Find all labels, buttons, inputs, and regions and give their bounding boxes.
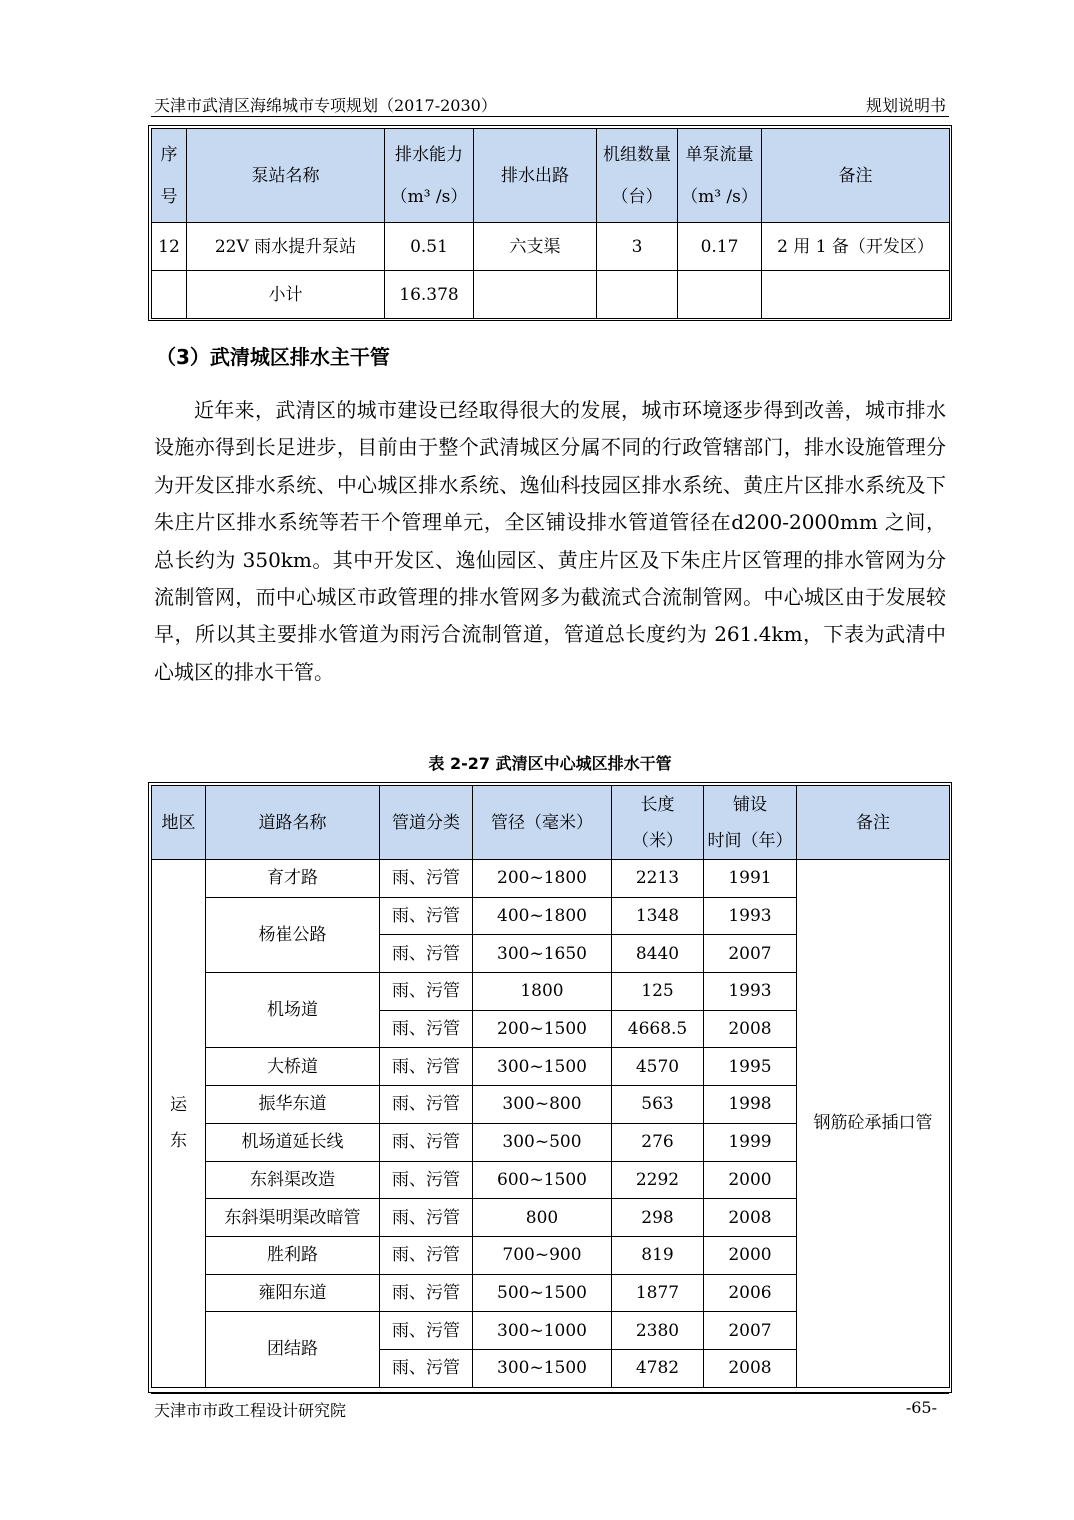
cell-year: 1995 — [704, 1048, 797, 1086]
cell-length: 1877 — [612, 1274, 704, 1312]
footer-org: 天津市市政工程设计研究院 — [154, 1401, 347, 1420]
cell-road-name: 杨崔公路 — [206, 897, 380, 972]
header-diameter: 管径（毫米） — [473, 786, 612, 860]
cell-diameter: 300~1500 — [473, 1349, 612, 1387]
district-line1: 运 — [170, 1095, 187, 1116]
header-station-name: 泵站名称 — [187, 129, 385, 223]
cell-length: 4570 — [612, 1048, 704, 1086]
cell-road-name: 东斜渠明渠改暗管 — [206, 1199, 380, 1237]
cell-year: 1999 — [704, 1123, 797, 1161]
header-length-line1: 长度 — [640, 794, 675, 815]
cell-diameter: 200~1500 — [473, 1010, 612, 1048]
header-year-line1: 铺设 — [733, 794, 767, 815]
cell-year: 2007 — [704, 935, 797, 973]
cell-remark: 钢筋砼承插口管 — [797, 860, 950, 1388]
cell-year: 1993 — [704, 897, 797, 935]
header-year — [704, 786, 797, 860]
cell-empty — [597, 271, 678, 319]
cell-road-name: 东斜渠改造 — [206, 1161, 380, 1199]
cell-pipe-type: 雨、污管 — [380, 1199, 473, 1237]
header-units — [597, 129, 678, 223]
cell-diameter: 300~1650 — [473, 935, 612, 973]
header-remark: 备注 — [762, 129, 950, 223]
district-line2: 东 — [170, 1131, 187, 1152]
cell-length: 2213 — [612, 860, 704, 898]
header-units-line1: 机组数量 — [603, 144, 671, 165]
cell-road-name: 雍阳东道 — [206, 1274, 380, 1312]
cell-diameter: 300~500 — [473, 1123, 612, 1161]
cell-length: 1348 — [612, 897, 704, 935]
cell-pipe-type: 雨、污管 — [380, 1161, 473, 1199]
cell-remark: 2 用 1 备（开发区） — [762, 223, 950, 271]
header-divider — [151, 116, 949, 117]
cell-pipe-type: 雨、污管 — [380, 860, 473, 898]
cell-pipe-type: 雨、污管 — [380, 1010, 473, 1048]
cell-empty — [762, 271, 950, 319]
cell-diameter: 300~800 — [473, 1086, 612, 1124]
body-paragraph: 近年来，武清区的城市建设已经取得很大的发展，城市环境逐步得到改善，城市排水设施亦得到长足进步，目前由于整个武清城区分属不同的行政管辖部门，排水设施管理分为开发区排水系统、中心城区排水系统、逸仙科技园区排水系统、黄庄片区排水系统及下朱庄片区排水系统等若干个管理单元，全区铺设排水管道管径在d200-2000mm 之间，总长约为 350km。其中开发区、逸仙园区、黄庄片区及下朱庄片区管理的排水管网为分流制管网，而中心城区市政管理的排水管网多为截流式合流制管网。中心城区由于发展较早，所以其主要排水管道为雨污合流制管道，管道总长度约为 261.4km，下表为武清中心城区的排水干管。 — [154, 398, 946, 684]
cell-diameter: 500~1500 — [473, 1274, 612, 1312]
cell-year: 2008 — [704, 1349, 797, 1387]
header-flow-line2: （m³ /s） — [681, 186, 758, 207]
cell-flow: 0.17 — [678, 223, 762, 271]
cell-year: 2006 — [704, 1274, 797, 1312]
section-title: （3）武清城区排水主干管 — [156, 345, 390, 369]
cell-length: 125 — [612, 973, 704, 1011]
cell-year: 1998 — [704, 1086, 797, 1124]
header-capacity — [385, 129, 474, 223]
cell-empty — [678, 271, 762, 319]
cell-subtotal-capacity: 16.378 — [385, 271, 474, 319]
cell-station-name: 22V 雨水提升泵站 — [187, 223, 385, 271]
cell-pipe-type: 雨、污管 — [380, 1048, 473, 1086]
cell-empty — [474, 271, 597, 319]
subtotal-row — [152, 271, 950, 319]
cell-diameter: 800 — [473, 1199, 612, 1237]
footer-divider — [151, 1393, 949, 1394]
cell-year: 1993 — [704, 973, 797, 1011]
cell-length: 4668.5 — [612, 1010, 704, 1048]
header-capacity-line2: （m³ /s） — [390, 186, 468, 207]
page-number: -65- — [905, 1398, 937, 1417]
header-capacity-line1: 排水能力 — [395, 144, 463, 165]
cell-outlet: 六支渠 — [474, 223, 597, 271]
cell-pipe-type: 雨、污管 — [380, 1274, 473, 1312]
table-row — [152, 860, 950, 898]
cell-diameter: 1800 — [473, 973, 612, 1011]
cell-pipe-type: 雨、污管 — [380, 1236, 473, 1274]
header-doc-type: 规划说明书 — [865, 96, 946, 115]
cell-length: 298 — [612, 1199, 704, 1237]
header-road-name: 道路名称 — [206, 786, 380, 860]
table-row — [152, 223, 950, 271]
cell-road-name: 育才路 — [206, 860, 380, 898]
cell-year: 2000 — [704, 1236, 797, 1274]
cell-year: 1991 — [704, 860, 797, 898]
cell-diameter: 700~900 — [473, 1236, 612, 1274]
header-year-line2: 时间（年） — [707, 830, 793, 851]
cell-length: 2292 — [612, 1161, 704, 1199]
header-index-line2: 号 — [160, 186, 178, 207]
cell-pipe-type: 雨、污管 — [380, 1349, 473, 1387]
cell-road-name: 大桥道 — [206, 1048, 380, 1086]
header-flow — [678, 129, 762, 223]
header-district: 地区 — [152, 786, 206, 860]
cell-subtotal-label: 小计 — [187, 271, 385, 319]
table-caption: 表 2-27 武清区中心城区排水干管 — [428, 754, 672, 773]
header-index — [152, 129, 187, 223]
header-length-line2: （米） — [632, 830, 683, 851]
cell-pipe-type: 雨、污管 — [380, 1123, 473, 1161]
pipe-table-body — [152, 860, 950, 1388]
cell-length: 4782 — [612, 1349, 704, 1387]
cell-year: 2007 — [704, 1312, 797, 1350]
cell-pipe-type: 雨、污管 — [380, 1312, 473, 1350]
cell-length: 8440 — [612, 935, 704, 973]
cell-year: 2000 — [704, 1161, 797, 1199]
cell-diameter: 300~1500 — [473, 1048, 612, 1086]
header-pipe-type: 管道分类 — [380, 786, 473, 860]
cell-diameter: 300~1000 — [473, 1312, 612, 1350]
cell-length: 819 — [612, 1236, 704, 1274]
cell-road-name: 团结路 — [206, 1312, 380, 1387]
header-flow-line1: 单泵流量 — [685, 144, 754, 165]
cell-capacity: 0.51 — [385, 223, 474, 271]
cell-road-name: 振华东道 — [206, 1086, 380, 1124]
cell-year: 2008 — [704, 1010, 797, 1048]
cell-year: 2008 — [704, 1199, 797, 1237]
cell-units: 3 — [597, 223, 678, 271]
cell-pipe-type: 雨、污管 — [380, 973, 473, 1011]
cell-empty — [152, 271, 187, 319]
cell-road-name: 机场道 — [206, 973, 380, 1048]
cell-index: 12 — [152, 223, 187, 271]
header-units-line2: （台） — [611, 186, 663, 207]
cell-length: 2380 — [612, 1312, 704, 1350]
cell-diameter: 200~1800 — [473, 860, 612, 898]
cell-district — [152, 860, 206, 1388]
cell-length: 563 — [612, 1086, 704, 1124]
cell-pipe-type: 雨、污管 — [380, 1086, 473, 1124]
cell-pipe-type: 雨、污管 — [380, 935, 473, 973]
cell-diameter: 400~1800 — [473, 897, 612, 935]
pump-station-table — [151, 128, 950, 319]
header-outlet: 排水出路 — [474, 129, 597, 223]
header-title: 天津市武清区海绵城市专项规划（2017-2030） — [154, 96, 497, 115]
header-length — [612, 786, 704, 860]
drainage-pipe-table — [151, 785, 950, 1388]
cell-pipe-type: 雨、污管 — [380, 897, 473, 935]
header-index-line1: 序 — [160, 144, 178, 165]
cell-road-name: 机场道延长线 — [206, 1123, 380, 1161]
cell-length: 276 — [612, 1123, 704, 1161]
cell-diameter: 600~1500 — [473, 1161, 612, 1199]
cell-road-name: 胜利路 — [206, 1236, 380, 1274]
header-remark: 备注 — [797, 786, 950, 860]
